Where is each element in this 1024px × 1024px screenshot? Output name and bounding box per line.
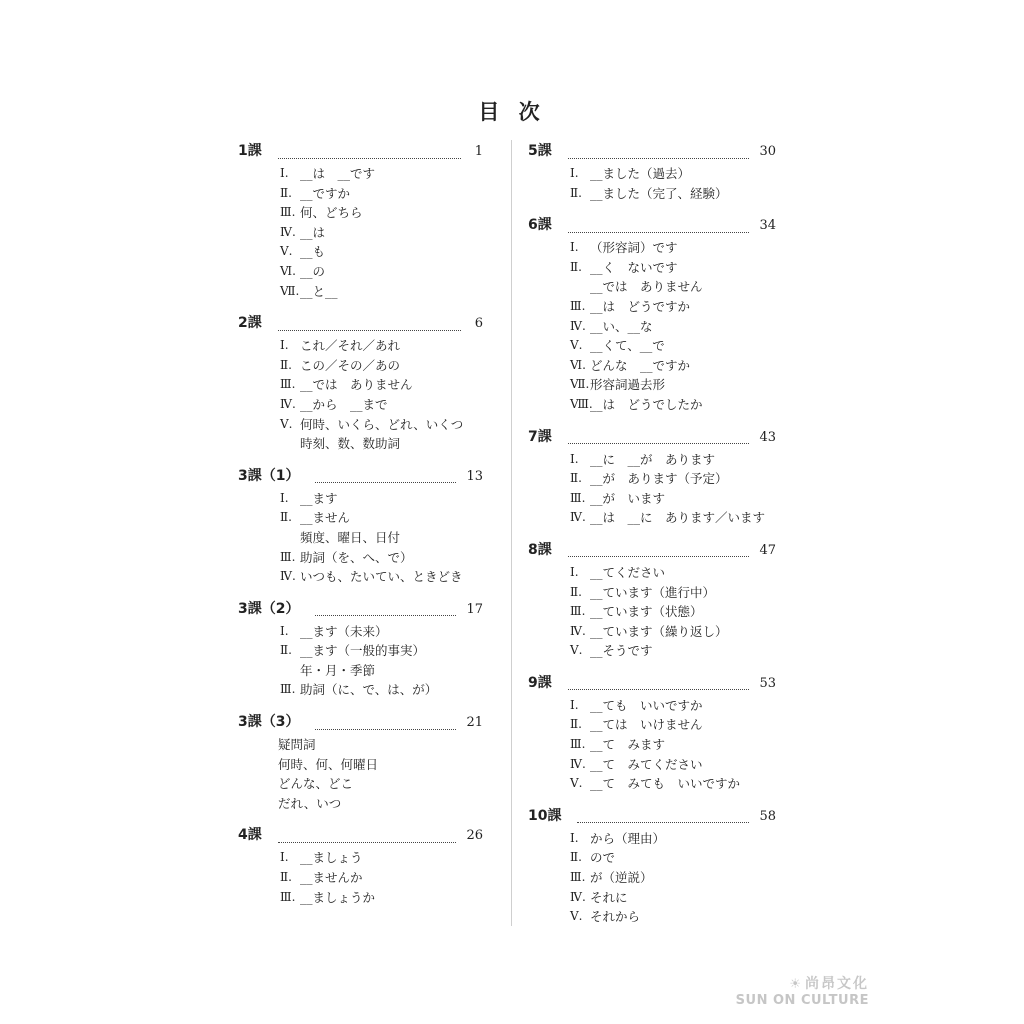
toc-lesson-header[interactable]: [238, 711, 483, 735]
toc-item: [280, 489, 483, 509]
dot-leader: [577, 810, 749, 823]
item-numeral: Ⅱ.: [280, 643, 292, 658]
item-numeral: Ⅰ.: [570, 451, 579, 466]
page-number: 43: [759, 429, 776, 445]
page-number: 1: [474, 144, 483, 159]
item-numeral: Ⅶ.: [570, 377, 590, 392]
toc-lesson: [528, 426, 776, 528]
toc-item: [570, 277, 776, 297]
item-numeral: Ⅱ.: [570, 471, 582, 486]
item-text: __では ありません: [590, 279, 703, 295]
item-text: __て みます: [590, 737, 666, 753]
item-text: __ては いけません: [590, 717, 703, 733]
toc-item-list: [278, 735, 483, 813]
toc-lesson-header[interactable]: [528, 214, 776, 238]
toc-item: [280, 242, 483, 262]
item-numeral: Ⅰ.: [570, 697, 579, 712]
item-numeral: Ⅱ.: [570, 717, 582, 732]
item-numeral: Ⅳ.: [570, 510, 586, 525]
item-numeral: Ⅰ.: [280, 623, 289, 638]
item-text: これ／それ／あれ: [300, 338, 401, 354]
item-numeral: Ⅲ.: [280, 682, 296, 697]
item-numeral: Ⅱ.: [280, 510, 292, 525]
item-numeral: Ⅴ.: [570, 338, 583, 353]
dot-leader: [568, 431, 750, 444]
dot-leader: [315, 470, 456, 483]
page-number: 47: [759, 542, 776, 558]
item-numeral: Ⅰ.: [280, 338, 289, 353]
toc-item: [570, 489, 776, 509]
toc-item: [570, 317, 776, 337]
item-numeral: Ⅵ.: [280, 263, 296, 278]
lesson-title: 3課（3）: [238, 714, 300, 731]
item-numeral: Ⅰ.: [570, 830, 579, 845]
lesson-title: 5課: [528, 143, 552, 159]
item-numeral: Ⅱ.: [570, 259, 582, 274]
toc-item: [570, 641, 776, 661]
item-numeral: Ⅲ.: [570, 298, 586, 313]
toc-item-list: [280, 848, 483, 907]
item-numeral: Ⅱ.: [570, 584, 582, 599]
item-text: __てください: [590, 564, 666, 580]
item-text: __く ないです: [590, 259, 678, 275]
toc-lesson: [238, 140, 483, 301]
item-text: __と__: [300, 283, 338, 299]
lesson-title: 10課: [528, 807, 562, 824]
toc-item: [570, 735, 776, 755]
toc-lesson: [238, 711, 483, 813]
item-text: __が あります（予定）: [590, 471, 728, 487]
toc-item: [570, 602, 776, 622]
toc-lesson: [238, 598, 483, 700]
item-numeral: Ⅷ.: [570, 396, 593, 411]
item-text: __ています（繰り返し）: [590, 623, 728, 639]
item-numeral: Ⅲ.: [570, 604, 586, 619]
item-numeral: Ⅵ.: [570, 357, 586, 372]
lesson-title: 6課: [528, 217, 552, 234]
item-numeral: Ⅴ.: [570, 776, 583, 791]
item-numeral: Ⅴ.: [570, 643, 583, 658]
toc-lesson: [528, 214, 776, 414]
item-numeral: Ⅳ.: [280, 396, 296, 411]
toc-item: [280, 356, 483, 376]
toc-item: [280, 375, 483, 395]
toc-lesson-header[interactable]: [528, 539, 776, 563]
item-numeral: Ⅲ.: [570, 870, 586, 885]
toc-lesson-header[interactable]: [238, 824, 483, 848]
item-text: どんな、どこ: [278, 776, 354, 792]
item-text: どんな __ですか: [590, 357, 691, 373]
item-numeral: Ⅳ.: [280, 569, 296, 584]
toc-item: [570, 297, 776, 317]
lesson-title: 1課: [238, 143, 262, 159]
item-text: 時刻、数、数助詞: [300, 436, 401, 452]
item-text: ので: [590, 850, 616, 866]
item-text: __て みてください: [590, 756, 703, 772]
toc-item: [280, 868, 483, 888]
toc-item: [280, 203, 483, 223]
toc-item: [570, 336, 776, 356]
watermark-english-name: SUN ON CULTURE: [735, 993, 869, 1008]
item-numeral: [280, 528, 300, 548]
item-text: __ませんか: [300, 870, 363, 886]
toc-lesson: [528, 805, 776, 927]
toc-lesson: [528, 672, 776, 794]
item-text: __では ありません: [300, 377, 413, 393]
toc-item: [570, 258, 776, 278]
toc-lesson-header[interactable]: [528, 140, 776, 164]
item-text: __い、__な: [590, 318, 653, 334]
item-text: __くて、__で: [590, 338, 665, 354]
item-text: __ます（未来）: [300, 623, 388, 639]
toc-lesson-header[interactable]: [238, 140, 483, 164]
item-text: __ます（一般的事実）: [300, 643, 426, 659]
page-number: 13: [466, 468, 483, 484]
item-numeral: Ⅳ.: [570, 756, 586, 771]
toc-item: [570, 715, 776, 735]
item-text: __は どうでしたか: [590, 396, 703, 412]
dot-leader: [568, 677, 750, 690]
dot-leader: [278, 146, 461, 159]
toc-item: [278, 794, 483, 814]
item-text: 助詞（に、で、は、が）: [300, 682, 438, 698]
dot-leader: [568, 146, 750, 159]
item-numeral: Ⅲ.: [570, 490, 586, 505]
page-number: 17: [466, 601, 483, 617]
item-numeral: Ⅴ.: [280, 416, 293, 431]
toc-item: [278, 755, 483, 775]
item-numeral: Ⅳ.: [570, 623, 586, 638]
item-numeral: Ⅰ.: [570, 166, 579, 180]
toc-item: [280, 508, 483, 528]
toc-item: [280, 567, 483, 587]
toc-item: [570, 848, 776, 868]
toc-item: [570, 622, 776, 642]
page-title: 目 次: [478, 100, 546, 124]
item-numeral: Ⅰ.: [570, 240, 579, 255]
item-numeral: Ⅱ.: [570, 185, 582, 200]
item-numeral: Ⅱ.: [570, 850, 582, 865]
toc-item: [570, 356, 776, 376]
item-text: 助詞（を、へ、で）: [300, 549, 413, 565]
item-text: __も: [300, 244, 326, 260]
item-text: __は どうですか: [590, 298, 691, 314]
toc-item: [280, 888, 483, 908]
item-text: __ました（完了、経験）: [590, 185, 728, 201]
page-number: 53: [759, 675, 776, 691]
item-text: __は __に あります／います: [590, 510, 766, 526]
dot-leader: [568, 544, 750, 557]
item-text: それから: [590, 909, 641, 925]
toc-item: [570, 375, 776, 395]
toc-item: [570, 696, 776, 716]
toc-item-list: [570, 450, 776, 528]
dot-leader: [315, 717, 456, 730]
toc-lesson-header[interactable]: [528, 805, 776, 829]
toc-item: [280, 528, 483, 548]
page-number: 30: [759, 144, 776, 159]
toc-item: [280, 184, 483, 204]
toc-item: [280, 223, 483, 243]
item-text: が（逆説）: [590, 870, 653, 886]
item-text: __ですか: [300, 185, 351, 201]
toc-lesson-header[interactable]: [238, 465, 483, 489]
toc-item: [570, 563, 776, 583]
toc-item: [570, 868, 776, 888]
item-text: __が います: [590, 490, 666, 506]
toc-item: [570, 907, 776, 927]
item-numeral: Ⅳ.: [570, 318, 586, 333]
item-text: __の: [300, 263, 326, 279]
item-text: 年・月・季節: [300, 662, 376, 678]
lesson-title: 8課: [528, 541, 552, 558]
toc-item: [570, 755, 776, 775]
item-text: 形容詞過去形: [590, 377, 666, 393]
item-numeral: [280, 661, 300, 681]
dot-leader: [315, 603, 456, 616]
item-text: それに: [590, 889, 628, 905]
item-text: だれ、いつ: [278, 795, 342, 811]
item-numeral: [280, 434, 300, 454]
toc-item: [570, 238, 776, 258]
toc-item: [570, 829, 776, 849]
item-numeral: Ⅶ.: [280, 283, 300, 298]
toc-item: [280, 415, 483, 435]
lesson-title: 3課（2）: [238, 600, 300, 617]
toc-item-list: [280, 336, 483, 454]
item-text: 何時、何、何曜日: [278, 756, 379, 772]
toc-lesson-header[interactable]: [238, 598, 483, 622]
lesson-title: 2課: [238, 315, 262, 332]
item-text: __ます: [300, 490, 338, 506]
page-number: 58: [759, 808, 776, 824]
item-numeral: Ⅲ.: [280, 549, 296, 564]
page-number: 21: [466, 715, 483, 731]
toc-item: [280, 434, 483, 454]
item-numeral: Ⅰ.: [280, 850, 289, 865]
toc-item: [570, 774, 776, 794]
toc-item: [280, 641, 483, 661]
item-numeral: Ⅰ.: [280, 490, 289, 505]
item-text: __は: [300, 224, 326, 240]
item-numeral: Ⅱ.: [280, 870, 292, 885]
lesson-title: 9課: [528, 674, 552, 691]
toc-item: [570, 888, 776, 908]
toc-item: [570, 508, 776, 528]
item-numeral: Ⅲ.: [570, 737, 586, 752]
item-text: 疑問詞: [278, 737, 316, 753]
page-number: 34: [759, 218, 776, 234]
toc-item: [570, 164, 776, 184]
item-text: __ています（状態）: [590, 604, 703, 620]
item-text: __から __まで: [300, 396, 388, 412]
item-numeral: Ⅲ.: [280, 377, 296, 392]
item-text: いつも、たいてい、ときどき: [300, 569, 463, 585]
toc-item-list: [280, 489, 483, 587]
toc-item-list: [280, 622, 483, 700]
toc-item: [278, 735, 483, 755]
page-number: 26: [466, 828, 483, 844]
toc-item: [280, 548, 483, 568]
toc-item: [280, 395, 483, 415]
sun-logo-icon: ☀: [789, 977, 803, 992]
toc-item: [570, 395, 776, 415]
item-numeral: Ⅳ.: [570, 889, 586, 904]
toc-item-list: [570, 164, 776, 203]
publisher-watermark: [736, 973, 869, 1008]
lesson-title: 7課: [528, 428, 552, 445]
toc-item: [278, 774, 483, 794]
item-text: __ません: [300, 510, 351, 526]
item-numeral: Ⅰ.: [570, 564, 579, 579]
item-numeral: Ⅳ.: [280, 224, 296, 239]
item-numeral: Ⅴ.: [280, 244, 293, 259]
lesson-title: 3課（1）: [238, 467, 300, 484]
item-numeral: Ⅱ.: [280, 357, 292, 372]
toc-lesson: [528, 140, 776, 203]
toc-item: [570, 450, 776, 470]
item-numeral: Ⅰ.: [280, 166, 289, 180]
toc-lesson: [238, 465, 483, 587]
item-numeral: Ⅲ.: [280, 889, 296, 904]
toc-item-list: [570, 696, 776, 794]
toc-item: [280, 336, 483, 356]
toc-item: [280, 164, 483, 184]
toc-left-column: [238, 140, 483, 918]
lesson-title: 4課: [238, 827, 262, 844]
item-text: __は __です: [300, 166, 376, 181]
toc-item: [280, 622, 483, 642]
toc-item: [570, 583, 776, 603]
item-text: __に __が あります: [590, 451, 716, 467]
item-numeral: Ⅴ.: [570, 909, 583, 924]
dot-leader: [278, 318, 461, 331]
item-text: __ました（過去）: [590, 166, 691, 181]
item-text: 頻度、曜日、日付: [300, 529, 401, 545]
item-text: __て みても いいですか: [590, 776, 741, 792]
item-text: 何、どちら: [300, 205, 363, 221]
toc-item: [280, 282, 483, 302]
toc-lesson-header[interactable]: [528, 426, 776, 450]
item-text: __ましょうか: [300, 889, 376, 905]
toc-item-list: [280, 164, 483, 301]
toc-lesson: [238, 312, 483, 454]
toc-lesson: [528, 539, 776, 661]
toc-item: [280, 848, 483, 868]
watermark-chinese-name: 尚昂文化: [805, 976, 869, 992]
item-numeral: Ⅲ.: [280, 205, 296, 220]
item-text: この／その／あの: [300, 357, 401, 373]
toc-item-list: [570, 238, 776, 414]
item-text: __ても いいですか: [590, 697, 703, 713]
toc-lesson-header[interactable]: [528, 672, 776, 696]
dot-leader: [568, 220, 750, 233]
watermark-line-1: [736, 973, 869, 993]
item-numeral: Ⅱ.: [280, 185, 292, 200]
item-numeral: [570, 277, 590, 297]
toc-item: [280, 680, 483, 700]
toc-item-list: [570, 563, 776, 661]
toc-lesson-header[interactable]: [238, 312, 483, 336]
item-text: から（理由）: [590, 830, 666, 846]
page-number: 6: [474, 316, 483, 332]
item-text: （形容詞）です: [590, 240, 678, 256]
item-text: __ましょう: [300, 850, 363, 866]
toc-item: [280, 661, 483, 681]
column-divider: [511, 140, 512, 926]
item-text: __そうです: [590, 643, 653, 659]
toc-item: [570, 469, 776, 489]
toc-item: [570, 184, 776, 204]
toc-lesson: [238, 824, 483, 907]
toc-item: [280, 262, 483, 282]
dot-leader: [278, 830, 457, 843]
toc-item-list: [570, 829, 776, 927]
toc-right-column: [528, 140, 776, 938]
item-text: 何時、いくら、どれ、いくつ: [300, 416, 464, 432]
item-text: __ています（進行中）: [590, 584, 716, 600]
